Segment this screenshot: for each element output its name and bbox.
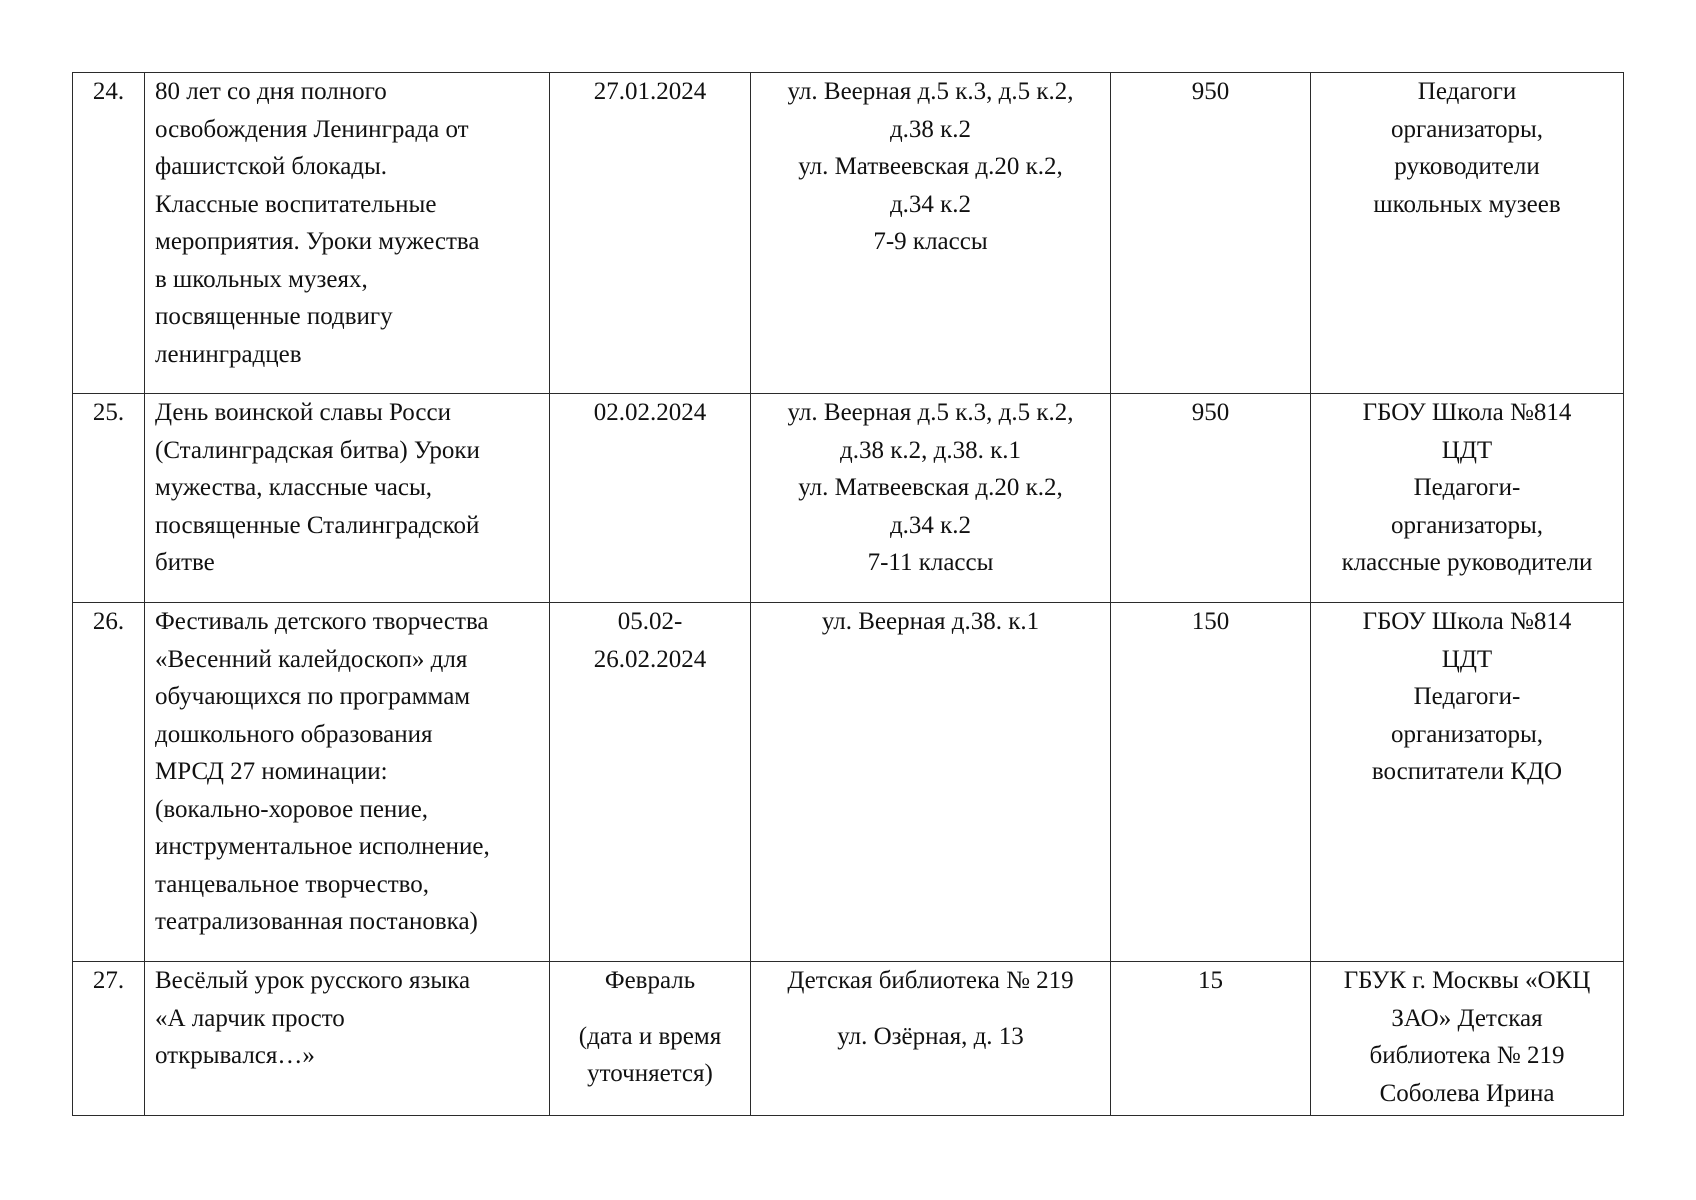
row-number: 26. <box>73 603 145 962</box>
participants-count: 950 <box>1111 73 1311 394</box>
event-date: 02.02.2024 <box>550 394 751 603</box>
event-place: ул. Веерная д.38. к.1 <box>751 603 1111 962</box>
event-date: Февраль (дата и время уточняется) <box>550 962 751 1116</box>
row-number: 24. <box>73 73 145 394</box>
row-number: 27. <box>73 962 145 1116</box>
event-place: ул. Веерная д.5 к.3, д.5 к.2, д.38 к.2, д.38. к.1 ул. Матвеевская д.20 к.2, д.34 к.2 7-11 классы <box>751 394 1111 603</box>
row-number: 25. <box>73 394 145 603</box>
participants-count: 15 <box>1111 962 1311 1116</box>
responsible-persons: ГБУК г. Москвы «ОКЦ ЗАО» Детская библиотека № 219 Соболева Ирина <box>1311 962 1624 1116</box>
event-description: Весёлый урок русского языка «А ларчик просто открывался…» <box>145 962 550 1116</box>
table-row <box>73 394 1624 603</box>
event-description: Фестиваль детского творчества «Весенний калейдоскоп» для обучающихся по программам дошкольного образования МРСД 27 номинации: (вокально-хоровое пение, инструментальное исполнение, танцевальное творчество, театрализованная постановка) <box>145 603 550 962</box>
event-date: 27.01.2024 <box>550 73 751 394</box>
event-description: День воинской славы Росси (Сталинградская битва) Уроки мужества, классные часы, посвященные Сталинградской битве <box>145 394 550 603</box>
responsible-persons: ГБОУ Школа №814 ЦДТ Педагоги- организаторы, воспитатели КДО <box>1311 603 1624 962</box>
event-place: ул. Веерная д.5 к.3, д.5 к.2, д.38 к.2 ул. Матвеевская д.20 к.2, д.34 к.2 7-9 классы <box>751 73 1111 394</box>
responsible-persons: Педагоги организаторы, руководители школьных музеев <box>1311 73 1624 394</box>
event-description: 80 лет со дня полного освобождения Ленинграда от фашистской блокады. Классные воспитательные мероприятия. Уроки мужества в школьных музеях, посвященные подвигу ленинградцев <box>145 73 550 394</box>
table-row <box>73 603 1624 962</box>
table-row <box>73 73 1624 394</box>
event-date: 05.02- 26.02.2024 <box>550 603 751 962</box>
events-table <box>72 72 1624 1116</box>
participants-count: 950 <box>1111 394 1311 603</box>
participants-count: 150 <box>1111 603 1311 962</box>
event-place: Детская библиотека № 219 ул. Озёрная, д. 13 <box>751 962 1111 1116</box>
table-row <box>73 962 1624 1116</box>
responsible-persons: ГБОУ Школа №814 ЦДТ Педагоги- организаторы, классные руководители <box>1311 394 1624 603</box>
